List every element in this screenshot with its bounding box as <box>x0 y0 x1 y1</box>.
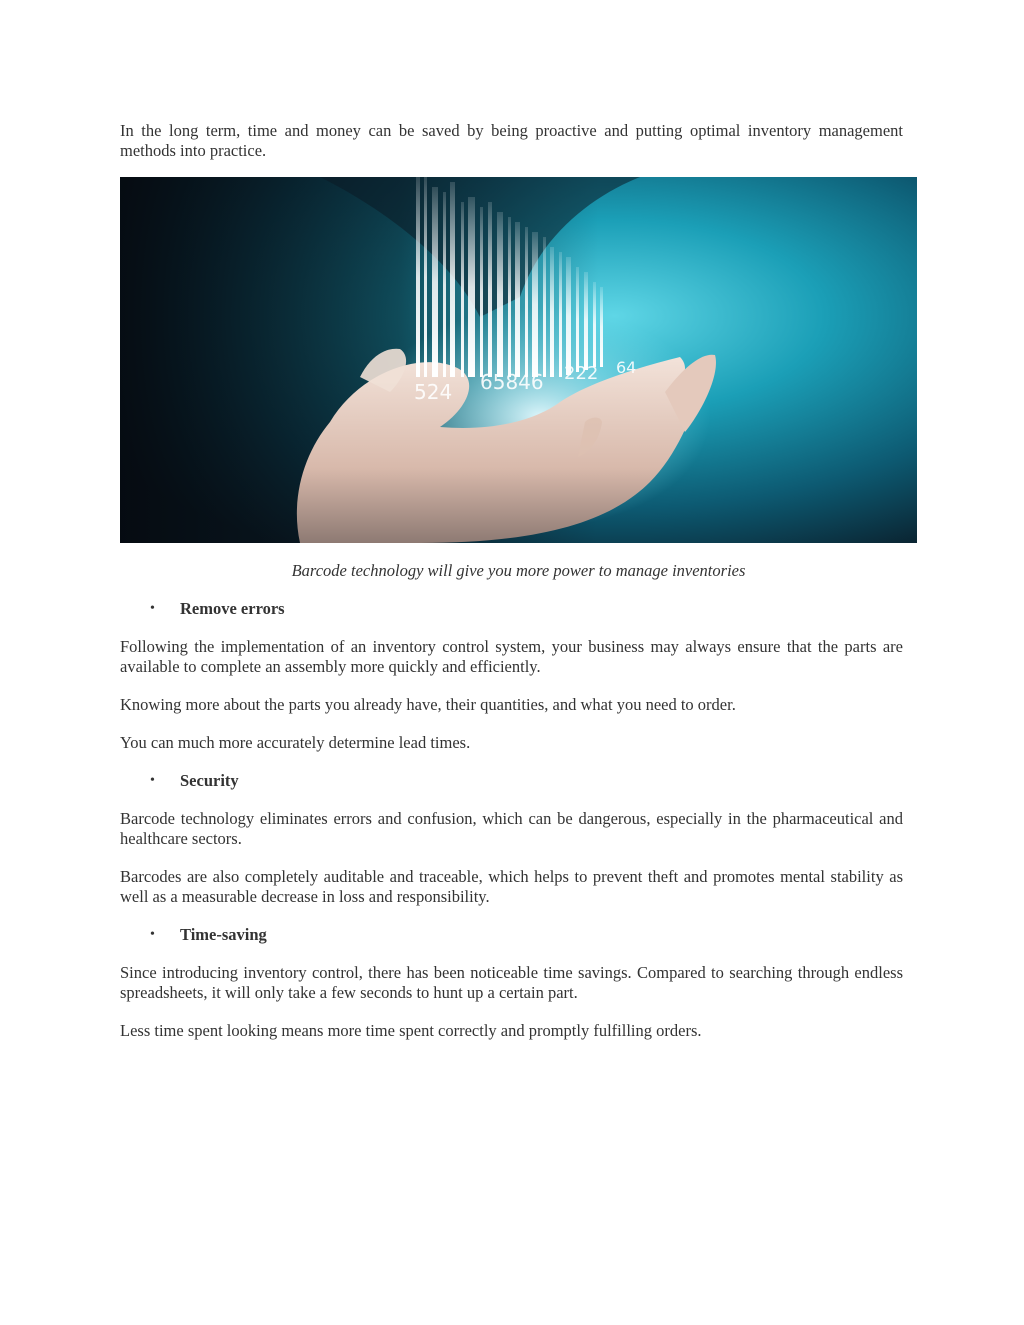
paragraph: Less time spent looking means more time spent correctly and promptly fulfilling orders. <box>120 1021 702 1040</box>
bullet-label: Security <box>180 771 239 790</box>
paragraph: Barcodes are also completely auditable and traceable, which helps to prevent theft and promotes mental stability as well as a measurable decrease in loss and responsibility. <box>120 867 903 906</box>
paragraph: Barcode technology eliminates errors and confusion, which can be dangerous, especially in the pharmaceutical and healthcare sectors. <box>120 809 903 848</box>
bullet-glyph: • <box>150 773 155 788</box>
bullet-remove-errors <box>120 599 903 619</box>
bullet-label: Time-saving <box>180 925 267 944</box>
barcode-hand-image <box>120 177 917 543</box>
document-content <box>120 121 903 1059</box>
bullet-time-saving <box>120 925 903 945</box>
barcode-number-4: 64 <box>616 358 637 377</box>
bullet-security <box>120 771 903 791</box>
intro-paragraph: In the long term, time and money can be saved by being proactive and putting optimal inventory management methods into practice. <box>120 121 903 160</box>
paragraph: Knowing more about the parts you already have, their quantities, and what you need to order. <box>120 695 736 714</box>
paragraph: You can much more accurately determine lead times. <box>120 733 471 752</box>
barcode-number-3: 222 <box>564 363 599 384</box>
barcode-number-2: 65846 <box>480 370 544 394</box>
bullet-glyph: • <box>150 601 155 616</box>
bullet-label: Remove errors <box>180 599 285 618</box>
bullet-glyph: • <box>150 927 155 942</box>
paragraph: Following the implementation of an inventory control system, your business may always ensure that the parts are available to complete an assembly more quickly and efficiently. <box>120 637 903 676</box>
figure-caption: Barcode technology will give you more power to manage inventories <box>291 561 746 580</box>
barcode-number-1: 524 <box>414 380 453 404</box>
paragraph: Since introducing inventory control, there has been noticeable time savings. Compared to searching through endless spreadsheets, it will only take a few seconds to hunt up a certain part. <box>120 963 903 1002</box>
